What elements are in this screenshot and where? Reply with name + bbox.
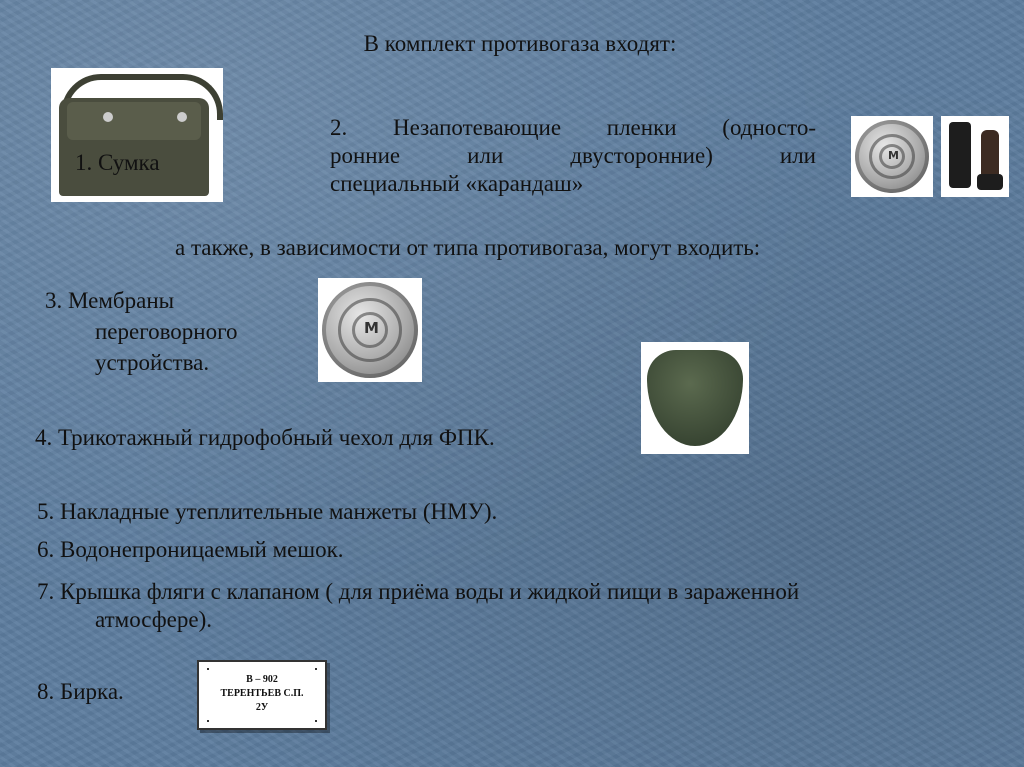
item-5-text: 5. Накладные утеплительные манжеты (НМУ). [37,499,498,524]
pencil-image [941,116,1009,197]
antifog-film-image [851,116,933,197]
membrane-disc-mark: M [364,319,379,337]
item-6-text: 6. Водонепроницаемый мешок. [37,537,344,562]
item-3-line-3: устройства. [95,350,210,375]
pencil-cap-shape [981,130,999,176]
item-2-line-3: специальный «карандаш» [330,171,584,196]
bag-image [51,68,223,202]
cover-shape [647,350,743,446]
pencil-tube-shape [949,122,971,188]
tag-line-1: В – 902 [246,674,278,685]
film-disc-shape [855,120,929,193]
intro-also-text: а также, в зависимости от типа противогаза, могут входить: [175,235,761,260]
page-title: В комплект противогаза входят: [363,31,677,56]
bag-snap-left [103,112,113,122]
item-2-line-2: ронние или двусторонние) или [330,143,816,168]
item-7-line-2: атмосфере). [95,607,213,632]
item-8-text: 8. Бирка. [37,679,124,704]
tag-line-2: ТЕРЕНТЬЕВ С.П. [220,688,304,699]
tag-corner-dot [207,720,209,722]
item-2-line-1: 2. Незапотевающие пленки (односто- [330,115,816,140]
item-3-line-1: 3. Мембраны [45,288,175,313]
membrane-image [318,278,422,382]
pencil-base-shape [977,174,1003,190]
item-4-text: 4. Трикотажный гидрофобный чехол для ФПК. [35,425,495,450]
item-1-label: 1. Сумка [75,150,160,175]
item-7-line-1: 7. Крышка фляги с клапаном ( для приёма воды и жидкой пищи в зараженной [37,579,800,604]
cover-image [641,342,749,454]
tag-corner-dot [207,668,209,670]
film-disc-mark: M [888,149,899,162]
tag-line-3: 2У [255,702,269,713]
tag-corner-dot [315,668,317,670]
bag-snap-right [177,112,187,122]
item-3-line-2: переговорного [95,319,238,344]
tag-image [197,660,327,730]
membrane-disc-shape [322,282,418,378]
tag-corner-dot [315,720,317,722]
